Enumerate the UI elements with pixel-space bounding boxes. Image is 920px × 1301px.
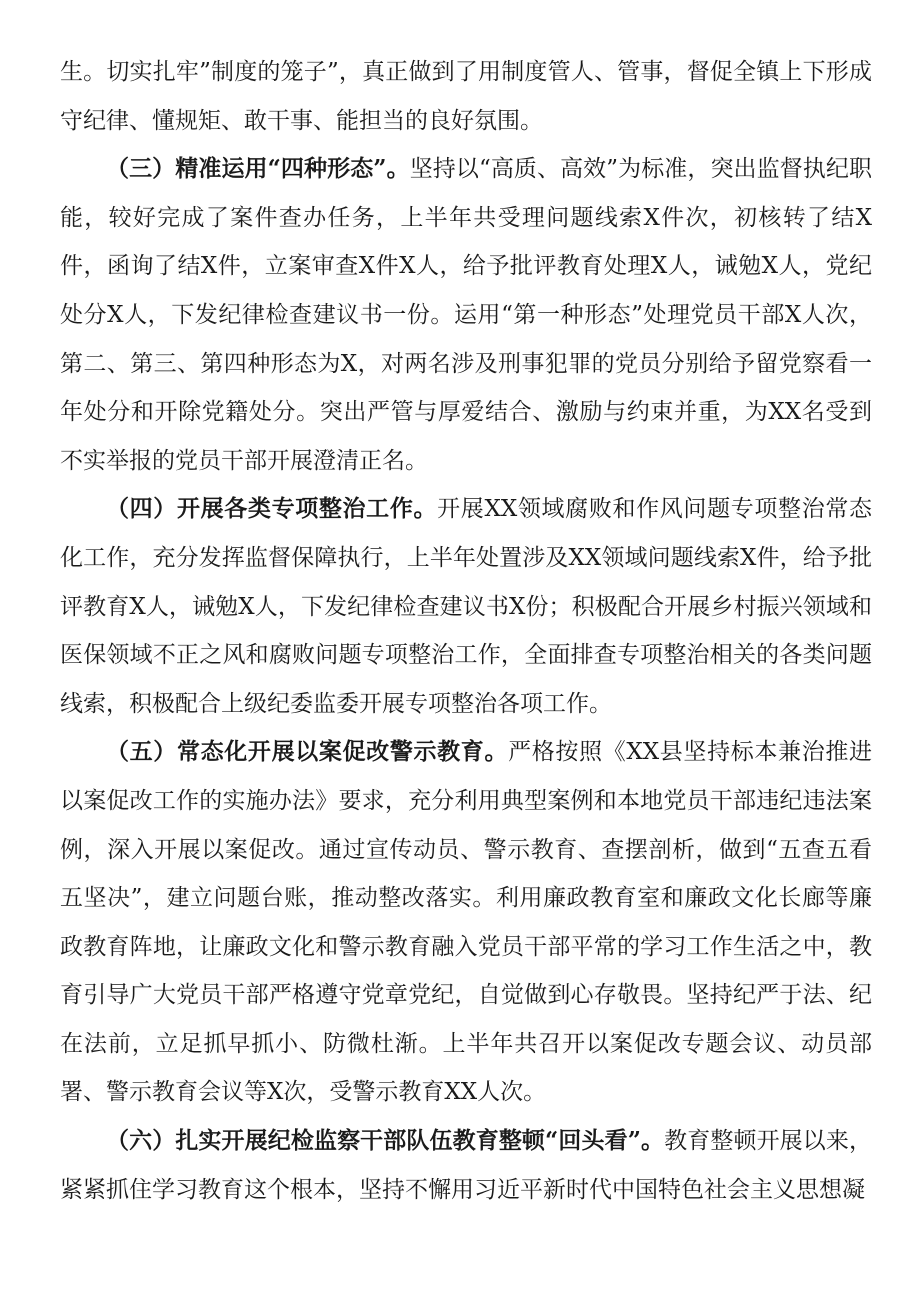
section-heading: （四）开展各类专项整治工作。 bbox=[106, 495, 438, 523]
section-heading: （六）扎实开展纪检监察干部队伍教育整顿“回头看”。 bbox=[106, 1127, 665, 1155]
paragraph-body: 开展XX领域腐败和作风问题专项整治常态化工作，充分发挥监督保障执行，上半年处置涉及XX领域问题线索X件，给予批评教育X人，诫勉X人，下发纪律检查建议书X份；积极配合开展乡村振兴领域和医保领域不正之风和腐败问题专项整治工作，全面排查专项整治相关的各类问题线索，积极配合上级纪委监委开展专项整治各项工作。 bbox=[60, 496, 873, 717]
paragraph-section-5 bbox=[60, 728, 872, 1117]
section-heading: （三）精准运用“四种形态”。 bbox=[106, 155, 410, 183]
paragraph-body: 严格按照《XX县坚持标本兼治推进以案促改工作的实施办法》要求，充分利用典型案例和本地党员干部违纪违法案例，深入开展以案促改。通过宣传动员、警示教育、查摆剖析，做到“五查五看五坚决”，建立问题台账，推动整改落实。利用廉政教育室和廉政文化长廊等廉政教育阵地，让廉政文化和警示教育融入党员干部平常的学习工作生活之中，教育引导广大党员干部严格遵守党章党纪，自觉做到心存敬畏。坚持纪严于法、纪在法前，立足抓早抓小、防微杜渐。上半年共召开以案促改专题会议、动员部署、警示教育会议等X次，受警示教育XX人次。 bbox=[60, 739, 873, 1106]
paragraph-section-4 bbox=[60, 485, 872, 728]
paragraph-body: 坚持以“高质、高效”为标准，突出监督执纪职能，较好完成了案件查办任务，上半年共受理问题线索X件次，初核转了结X件，函询了结X件，立案审查X件X人，给予批评教育处理X人，诫勉X人，党纪处分X人，下发纪律检查建议书一份。运用“第一种形态”处理党员干部X人次，第二、第三、第四种形态为X，对两名涉及刑事犯罪的党员分别给予留党察看一年处分和开除党籍处分。突出严管与厚爱结合、激励与约束并重，为XX名受到不实举报的党员干部开展澄清正名。 bbox=[60, 156, 872, 474]
paragraph-section-3 bbox=[60, 145, 872, 485]
paragraph-section-6 bbox=[60, 1117, 872, 1214]
paragraph-continuation bbox=[60, 48, 872, 145]
paragraph-body: 教育整顿开展以来，紧紧抓住学习教育这个根本，坚持不懈用习近平新时代中国特色社会主义思想凝 bbox=[60, 1128, 872, 1203]
section-heading: （五）常态化开展以案促改警示教育。 bbox=[106, 738, 509, 766]
paragraph-body: 生。切实扎牢”制度的笼子”，真正做到了用制度管人、管事，督促全镇上下形成守纪律、懂规矩、敢干事、能担当的良好氛围。 bbox=[60, 59, 872, 134]
